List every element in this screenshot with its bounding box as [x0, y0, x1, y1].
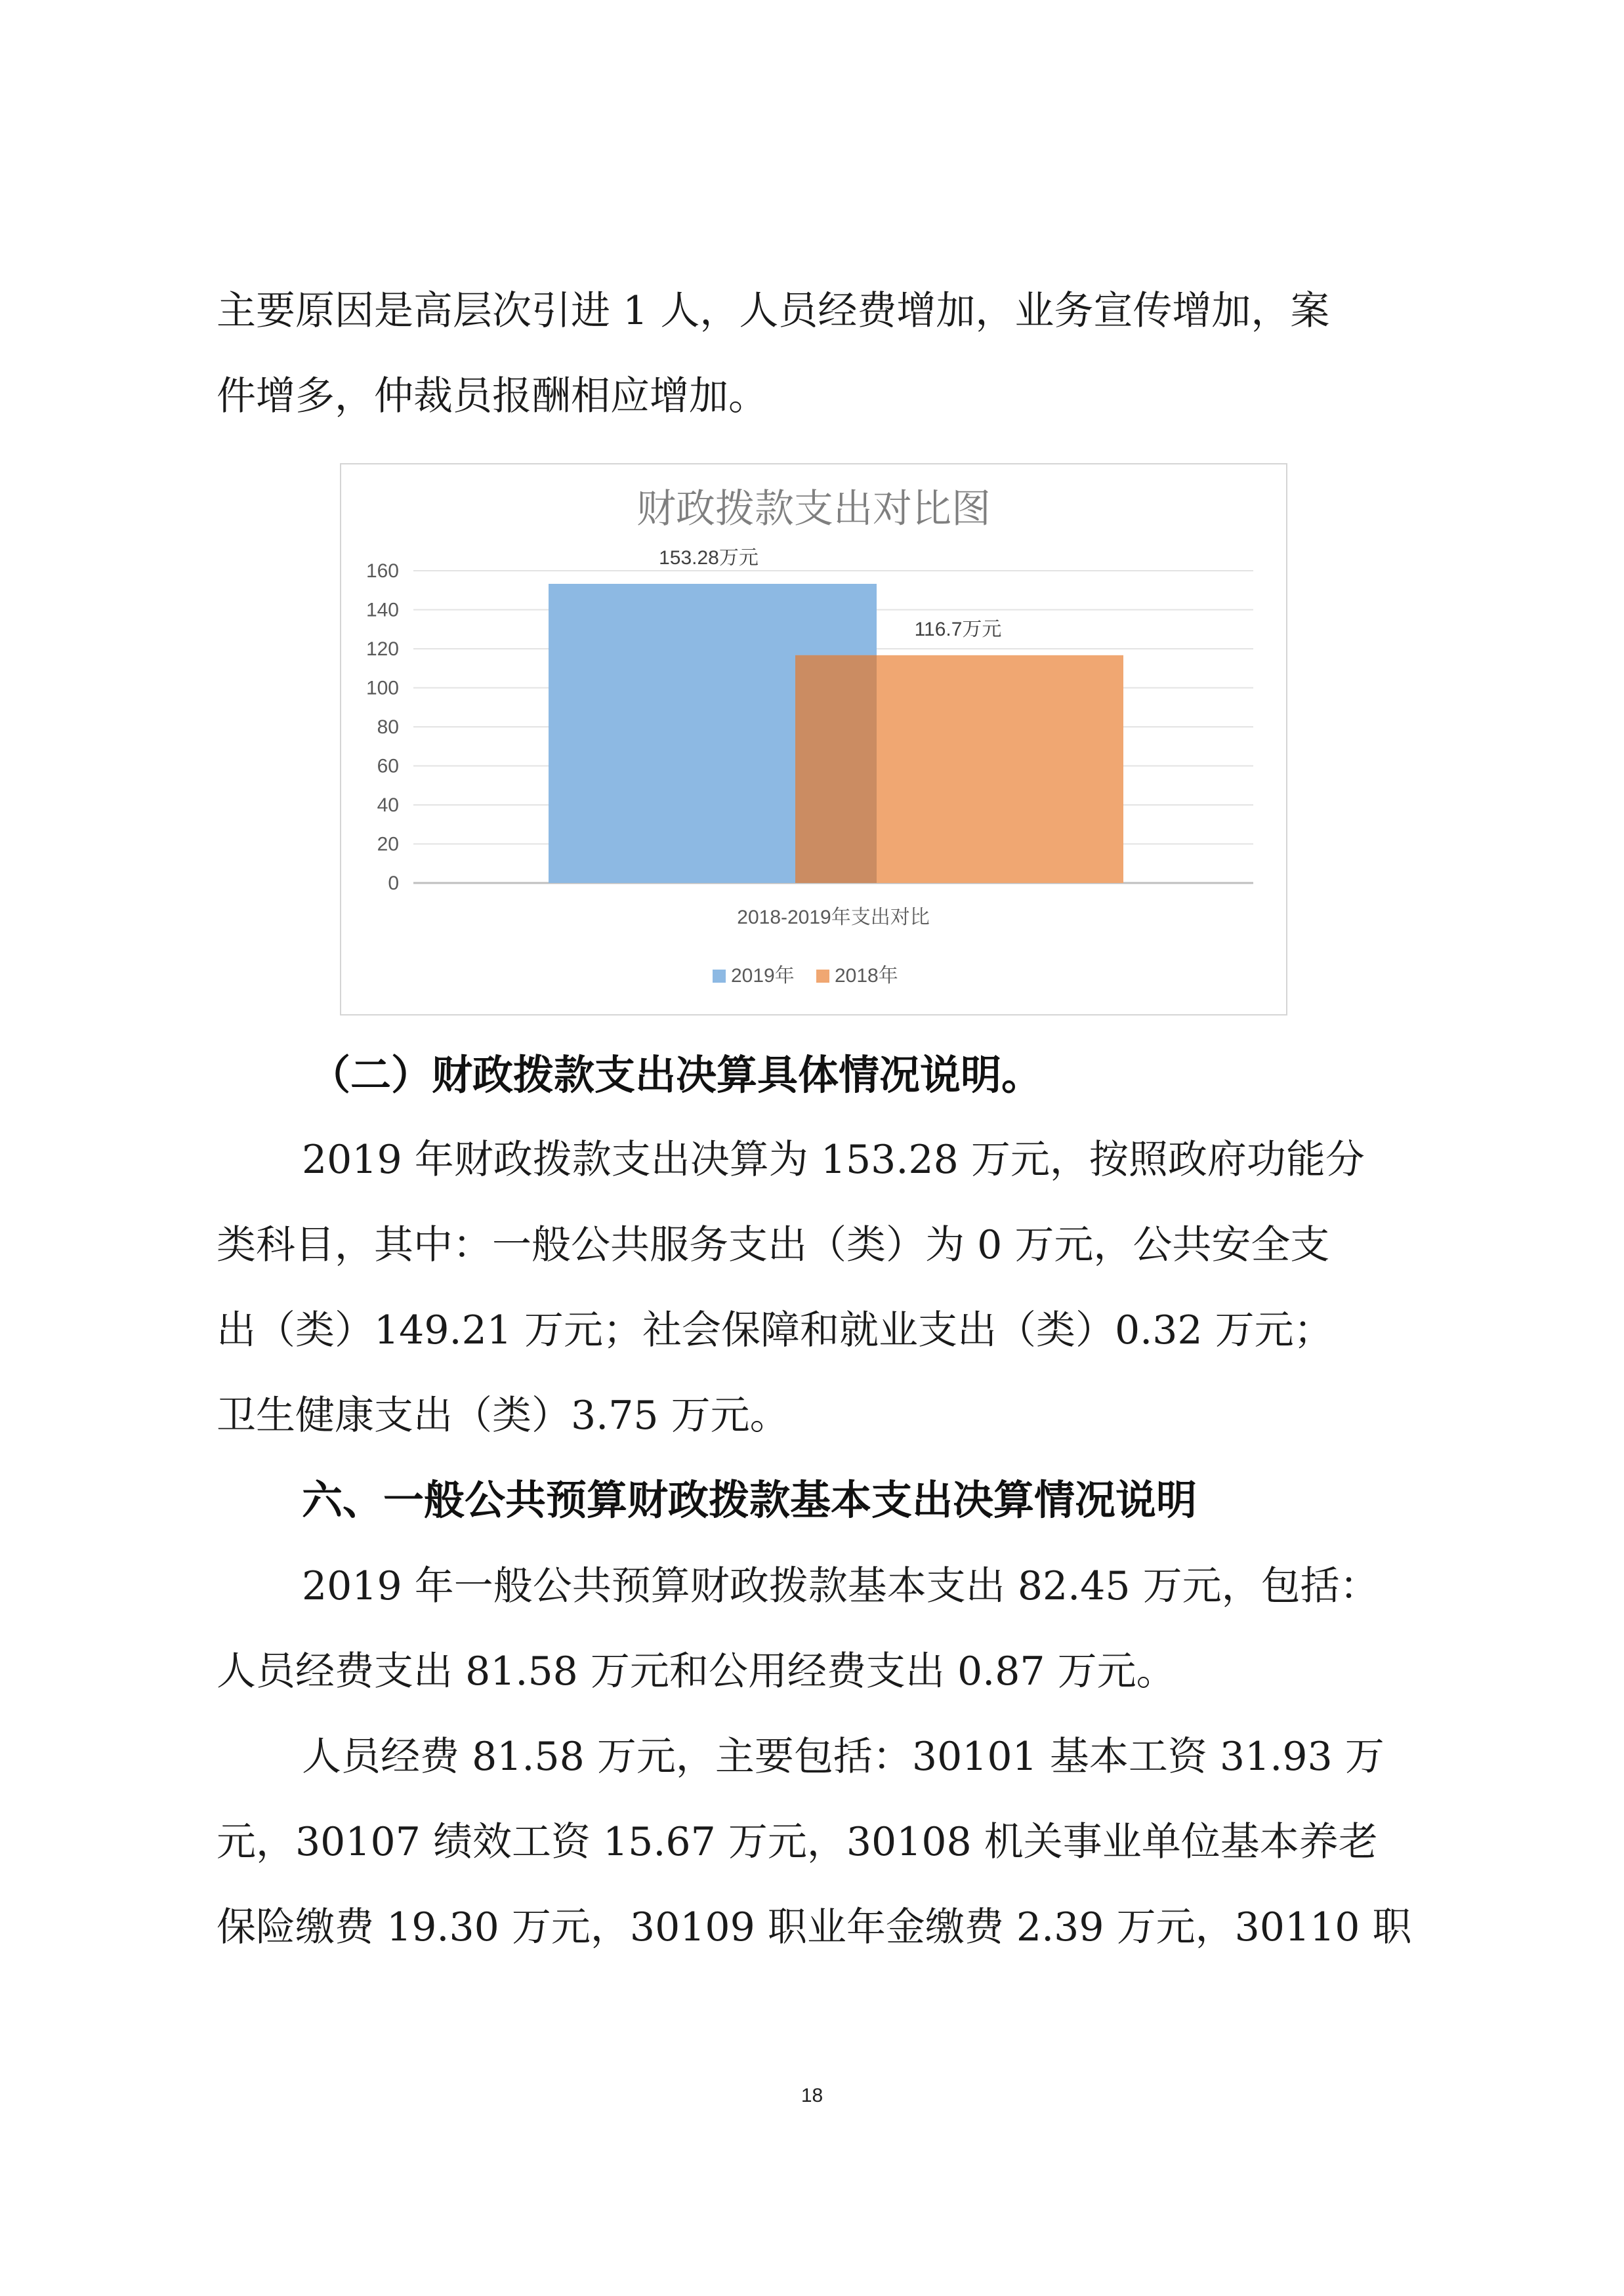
- section-heading: 六、一般公共预算财政拨款基本支出决算情况说明: [302, 1476, 1197, 1524]
- paragraph-line: 人员经费 81.58 万元，主要包括：30101 基本工资 31.93 万: [302, 1734, 1385, 1780]
- bars: [549, 584, 1123, 883]
- chart-title: 财政拨款支出对比图: [636, 486, 991, 532]
- legend-label: 2019年: [731, 965, 795, 987]
- x-category-label: 2018-2019年支出对比: [737, 907, 930, 928]
- y-tick-label: 80: [377, 716, 399, 738]
- paragraph-line: 卫生健康支出（类）3.75 万元。: [217, 1393, 789, 1439]
- y-tick-label: 60: [377, 755, 399, 777]
- paragraph-line: 类科目，其中：一般公共服务支出（类）为 0 万元，公共安全支: [217, 1222, 1330, 1268]
- y-tick-label: 140: [365, 599, 399, 621]
- legend-label: 2018年: [835, 965, 898, 987]
- bar-chart: [340, 463, 1287, 1015]
- y-tick-label: 160: [365, 560, 399, 582]
- y-tick-label: 40: [377, 794, 399, 816]
- bar-overlap: [795, 655, 877, 883]
- section-heading: （二）财政拨款支出决算具体情况说明。: [310, 1051, 1043, 1099]
- paragraph-line: 主要原因是高层次引进 1 人，人员经费增加，业务宣传增加，案: [217, 288, 1330, 334]
- y-tick-label: 120: [365, 638, 399, 660]
- paragraph-line: 2019 年财政拨款支出决算为 153.28 万元，按照政府功能分: [302, 1137, 1365, 1183]
- paragraph-line: 出（类）149.21 万元；社会保障和就业支出（类）0.32 万元；: [217, 1307, 1333, 1353]
- paragraph-line: 人员经费支出 81.58 万元和公用经费支出 0.87 万元。: [217, 1649, 1176, 1694]
- page-number: 18: [801, 2085, 823, 2106]
- y-tick-label: 100: [365, 677, 399, 699]
- chart-svg: [341, 464, 1286, 1014]
- paragraph-line: 保险缴费 19.30 万元，30109 职业年金缴费 2.39 万元，30110 职: [217, 1904, 1412, 1950]
- paragraph-line: 2019 年一般公共预算财政拨款基本支出 82.45 万元，包括：: [302, 1563, 1379, 1609]
- data-label: 153.28万元: [659, 546, 759, 569]
- y-tick-label: 0: [388, 872, 399, 894]
- legend-swatch: [713, 970, 726, 983]
- paragraph-line: 件增多，仲裁员报酬相应增加。: [217, 373, 768, 419]
- legend: [713, 965, 898, 987]
- data-label: 116.7万元: [914, 618, 1002, 640]
- paragraph-line: 元，30107 绩效工资 15.67 万元，30108 机关事业单位基本养老: [217, 1819, 1378, 1865]
- legend-swatch: [816, 970, 829, 983]
- y-tick-label: 20: [377, 833, 399, 855]
